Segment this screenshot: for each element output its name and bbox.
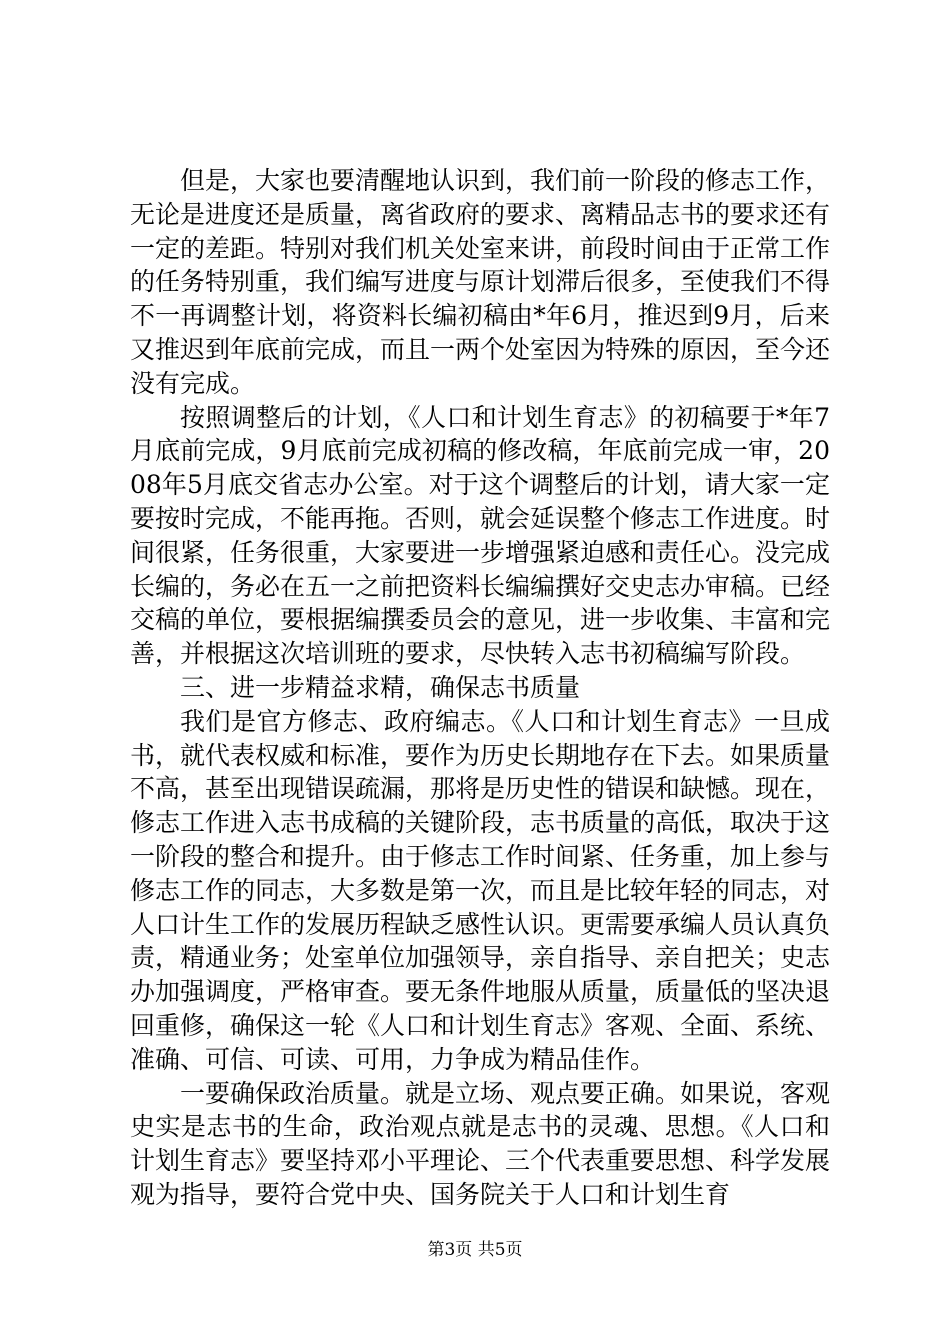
body-paragraph: 但是，大家也要清醒地认识到，我们前一阶段的修志工作，无论是进度还是质量，离省政府的要求、离精品志书的要求还有一定的差距。特别对我们机关处室来讲，前段时间由于正常工作的任务特别重，我们编写进度与原计划滞后很多，至使我们不得不一再调整计划，将资料长编初稿由*年6月，推迟到9月，后来又推迟到年底前完成，而且一两个处室因为特殊的原因，至今还没有完成。	[130, 166, 831, 398]
document-body	[130, 164, 830, 1212]
body-paragraph: 一要确保政治质量。就是立场、观点要正确。如果说，客观史实是志书的生命，政治观点就是志书的灵魂、思想。《人口和计划生育志》要坚持邓小平理论、三个代表重要思想、科学发展观为指导，要符合党中央、国务院关于人口和计划生育	[130, 1078, 831, 1209]
section-heading: 三、进一步精益求精，确保志书质量	[180, 672, 581, 702]
page-footer: 第3页 共5页	[427, 1240, 523, 1260]
body-paragraph: 按照调整后的计划，《人口和计划生育志》的初稿要于*年7月底前完成，9月底前完成初稿的修改稿，年底前完成一审，2008年5月底交省志办公室。对于这个调整后的计划，请大家一定要按时完成，不能再拖。否则，就会延误整个修志工作进度。时间很紧，任务很重，大家要进一步增强紧迫感和责任心。没完成长编的，务必在五一之前把资料长编编撰好交史志办审稿。已经交稿的单位，要根据编撰委员会的意见，进一步收集、丰富和完善，并根据这次培训班的要求，尽快转入志书初稿编写阶段。	[130, 402, 831, 669]
body-paragraph: 我们是官方修志、政府编志。《人口和计划生育志》一旦成书，就代表权威和标准，要作为历史长期地存在下去。如果质量不高，甚至出现错误疏漏，那将是历史性的错误和缺憾。现在，修志工作进入志书成稿的关键阶段，志书质量的高低，取决于这一阶段的整合和提升。由于修志工作时间紧、任务重，加上参与修志工作的同志，大多数是第一次，而且是比较年轻的同志，对人口计生工作的发展历程缺乏感性认识。更需要承编人员认真负责，精通业务；处室单位加强领导，亲自指导、亲自把关；史志办加强调度，严格审查。要无条件地服从质量，质量低的坚决退回重修，确保这一轮《人口和计划生育志》客观、全面、系统、准确、可信、可读、可用，力争成为精品佳作。	[130, 706, 831, 1074]
